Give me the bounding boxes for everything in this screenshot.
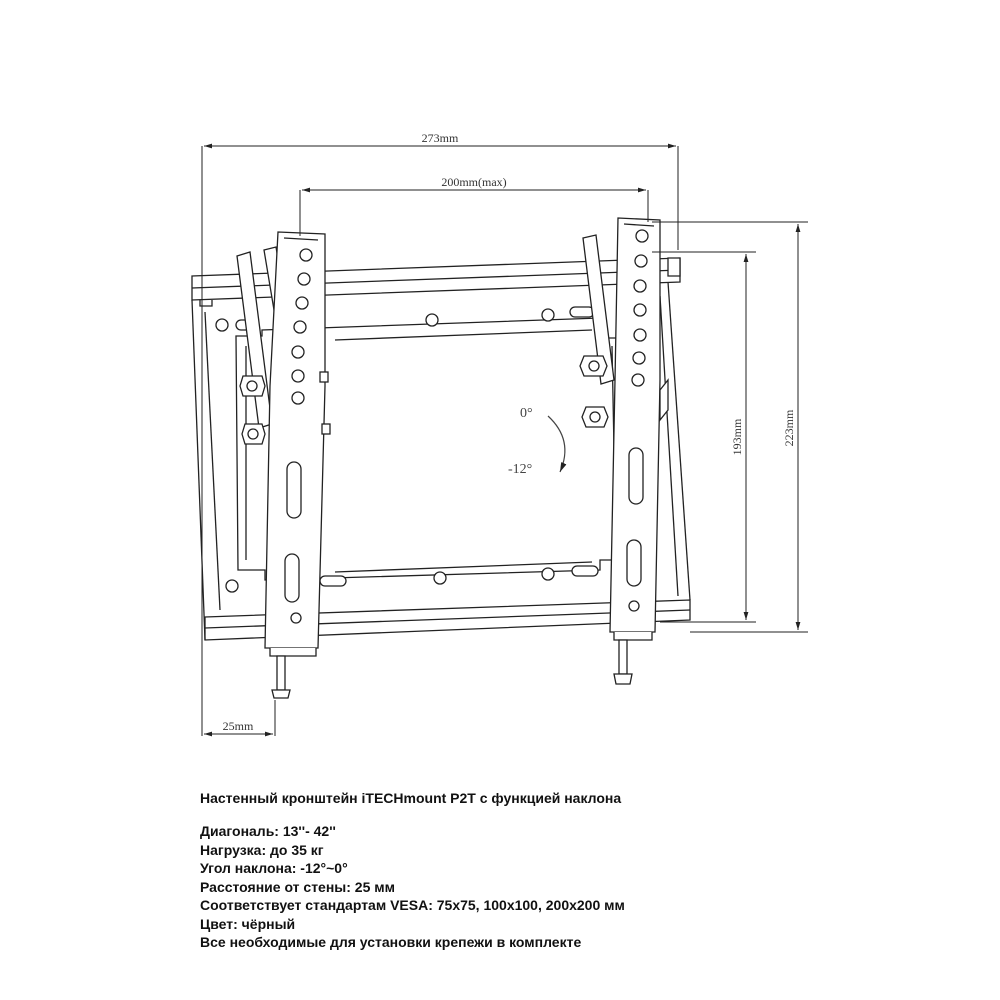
- product-specs: [200, 788, 960, 952]
- dim-width-total-label: 273mm: [421, 131, 459, 145]
- tilt-arrow: [548, 416, 565, 472]
- product-title: Настенный кронштейн iTECHmount P2T с функцией наклона: [200, 790, 622, 806]
- spec-tilt-angle: Угол наклона: -12°~0°: [200, 860, 348, 876]
- dim-height-arms-label: 193mm: [730, 418, 744, 456]
- spec-vesa: Соответствует стандартам VESA: 75x75, 100x100, 200x200 мм: [200, 897, 625, 913]
- spec-fasteners: Все необходимые для установки крепежи в комплекте: [200, 934, 582, 950]
- dim-wall-distance-label: 25mm: [222, 719, 254, 733]
- spec-color: Цвет: чёрный: [200, 915, 296, 932]
- dim-height-total-label: 223mm: [782, 409, 796, 447]
- left-mounting-arm: [237, 232, 330, 698]
- spec-load: Нагрузка: до 35 кг: [200, 841, 324, 858]
- spec-wall-distance: Расстояние от стены: 25 мм: [200, 878, 395, 895]
- tilt-angle-start-label: 0°: [520, 406, 533, 421]
- dim-vesa-max-label: 200mm(max): [441, 175, 507, 189]
- spec-diagonal: Диагональ: 13''- 42'': [200, 823, 336, 839]
- tilt-angle-end-label: -12°: [508, 462, 533, 477]
